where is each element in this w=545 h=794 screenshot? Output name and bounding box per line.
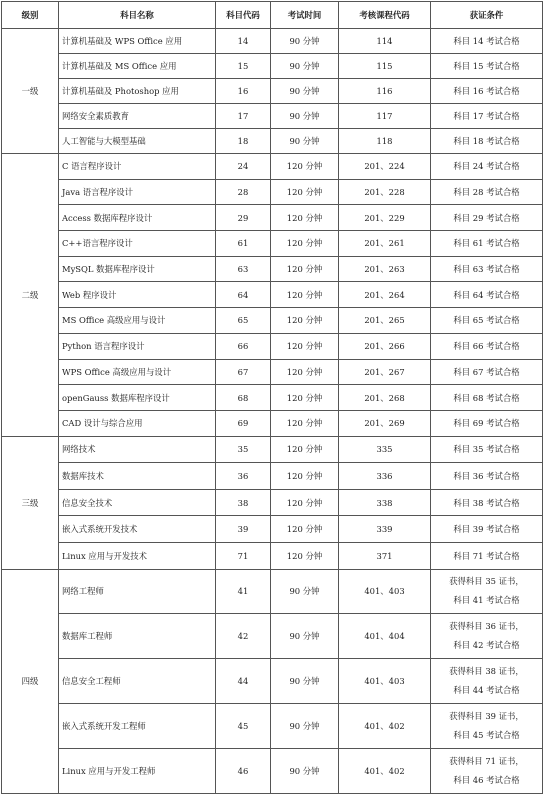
subject-code-cell: 64: [216, 282, 271, 308]
course-code-cell: 118: [339, 129, 431, 154]
header-exam-time: 考试时间: [271, 2, 339, 29]
certificate-condition-cell: [431, 154, 543, 180]
table-row: [2, 703, 543, 748]
subject-name-cell: MS Office 高级应用与设计: [59, 308, 216, 334]
course-code-cell: 201、268: [339, 385, 431, 411]
certificate-condition-cell: [431, 54, 543, 79]
subject-code-cell: 17: [216, 104, 271, 129]
subject-name-cell: 计算机基础及 WPS Office 应用: [59, 29, 216, 54]
exam-time-cell: 90 分钟: [271, 748, 339, 793]
subject-code-cell: 44: [216, 659, 271, 704]
exam-time-cell: 120 分钟: [271, 333, 339, 359]
exam-time-cell: 120 分钟: [271, 154, 339, 180]
header-subject-name: 科目名称: [59, 2, 216, 29]
certificate-condition-cell: [431, 436, 543, 463]
subject-code-cell: 69: [216, 410, 271, 436]
subject-code-cell: 38: [216, 489, 271, 516]
condition-line: 科目 65 考试合格: [453, 315, 520, 326]
course-code-cell: 117: [339, 104, 431, 129]
table-row: [2, 385, 543, 411]
subject-code-cell: 41: [216, 569, 271, 614]
exam-time-cell: 120 分钟: [271, 542, 339, 569]
level-cell: 一级: [2, 29, 59, 154]
subject-name-cell: 嵌入式系统开发技术: [59, 516, 216, 543]
condition-line: 科目 39 考试合格: [453, 524, 520, 535]
certificate-condition-cell: [431, 104, 543, 129]
condition-line: 科目 15 考试合格: [453, 61, 520, 71]
table-row: [2, 129, 543, 154]
subject-name-cell: Linux 应用与开发工程师: [59, 748, 216, 793]
condition-line: 科目 17 考试合格: [453, 111, 520, 121]
condition-line: 获得科目 38 证书，: [449, 666, 524, 677]
subject-name-cell: 数据库技术: [59, 463, 216, 490]
subject-name-cell: Python 语言程序设计: [59, 333, 216, 359]
certificate-condition-cell: [431, 516, 543, 543]
subject-name-cell: 嵌入式系统开发工程师: [59, 703, 216, 748]
course-code-cell: 201、263: [339, 256, 431, 282]
exam-time-cell: 120 分钟: [271, 359, 339, 385]
certificate-condition-cell: [431, 29, 543, 54]
subject-name-cell: MySQL 数据库程序设计: [59, 256, 216, 282]
table-body: [2, 29, 543, 794]
exam-time-cell: 120 分钟: [271, 282, 339, 308]
subject-code-cell: 46: [216, 748, 271, 793]
table-row: [2, 436, 543, 463]
course-code-cell: 335: [339, 436, 431, 463]
course-code-cell: 201、229: [339, 205, 431, 231]
subject-name-cell: C++语言程序设计: [59, 231, 216, 257]
table-row: [2, 359, 543, 385]
course-code-cell: 371: [339, 542, 431, 569]
subject-name-cell: 人工智能与大模型基础: [59, 129, 216, 154]
subject-name-cell: 数据库工程师: [59, 614, 216, 659]
condition-line: 科目 36 考试合格: [453, 470, 520, 481]
certificate-condition-cell: [431, 659, 543, 704]
subject-code-cell: 14: [216, 29, 271, 54]
table-row: [2, 205, 543, 231]
condition-line: 科目 28 考试合格: [453, 187, 520, 198]
condition-line: 科目 38 考试合格: [453, 497, 520, 508]
subject-code-cell: 28: [216, 179, 271, 205]
exam-time-cell: 90 分钟: [271, 703, 339, 748]
table-row: [2, 569, 543, 614]
condition-line: 科目 44 考试合格: [453, 685, 520, 696]
condition-line: 科目 64 考试合格: [453, 289, 520, 300]
exam-time-cell: 120 分钟: [271, 385, 339, 411]
table-row: [2, 659, 543, 704]
subject-code-cell: 36: [216, 463, 271, 490]
subject-name-cell: CAD 设计与综合应用: [59, 410, 216, 436]
subject-code-cell: 66: [216, 333, 271, 359]
exam-time-cell: 120 分钟: [271, 256, 339, 282]
subject-code-cell: 29: [216, 205, 271, 231]
course-code-cell: 401、403: [339, 569, 431, 614]
header-certificate-condition: 获证条件: [431, 2, 543, 29]
table-row: [2, 256, 543, 282]
condition-line: 获得科目 35 证书，: [449, 576, 524, 587]
subject-name-cell: 网络安全素质教育: [59, 104, 216, 129]
subject-code-cell: 65: [216, 308, 271, 334]
level-cell: 三级: [2, 436, 59, 569]
table-row: [2, 282, 543, 308]
certificate-condition-cell: [431, 614, 543, 659]
table-row: [2, 54, 543, 79]
subject-name-cell: 网络工程师: [59, 569, 216, 614]
certificate-condition-cell: [431, 703, 543, 748]
subject-name-cell: 网络技术: [59, 436, 216, 463]
table-row: [2, 748, 543, 793]
exam-time-cell: 120 分钟: [271, 436, 339, 463]
exam-time-cell: 90 分钟: [271, 54, 339, 79]
subject-code-cell: 63: [216, 256, 271, 282]
condition-line: 科目 66 考试合格: [453, 341, 520, 352]
exam-subjects-table: [1, 1, 543, 794]
table-row: [2, 614, 543, 659]
condition-line: 科目 35 考试合格: [453, 444, 520, 455]
exam-time-cell: 90 分钟: [271, 659, 339, 704]
table-row: [2, 542, 543, 569]
course-code-cell: 201、267: [339, 359, 431, 385]
table-row: [2, 154, 543, 180]
condition-line: 科目 45 考试合格: [453, 729, 520, 740]
table-row: [2, 463, 543, 490]
certificate-condition-cell: [431, 231, 543, 257]
table-row: [2, 104, 543, 129]
certificate-condition-cell: [431, 489, 543, 516]
certificate-condition-cell: [431, 385, 543, 411]
exam-time-cell: 120 分钟: [271, 463, 339, 490]
course-code-cell: 336: [339, 463, 431, 490]
subject-name-cell: openGauss 数据库程序设计: [59, 385, 216, 411]
course-code-cell: 201、228: [339, 179, 431, 205]
course-code-cell: 401、402: [339, 748, 431, 793]
subject-code-cell: 68: [216, 385, 271, 411]
exam-time-cell: 90 分钟: [271, 29, 339, 54]
condition-line: 科目 69 考试合格: [453, 418, 520, 429]
subject-name-cell: 计算机基础及 MS Office 应用: [59, 54, 216, 79]
certificate-condition-cell: [431, 256, 543, 282]
course-code-cell: 338: [339, 489, 431, 516]
subject-code-cell: 61: [216, 231, 271, 257]
exam-time-cell: 90 分钟: [271, 104, 339, 129]
exam-time-cell: 120 分钟: [271, 489, 339, 516]
condition-line: 获得科目 36 证书，: [449, 621, 524, 632]
exam-time-cell: 120 分钟: [271, 231, 339, 257]
table-row: [2, 308, 543, 334]
subject-code-cell: 67: [216, 359, 271, 385]
condition-line: 科目 42 考试合格: [453, 640, 520, 651]
condition-line: 科目 67 考试合格: [453, 366, 520, 377]
exam-time-cell: 90 分钟: [271, 614, 339, 659]
table-row: [2, 516, 543, 543]
exam-time-cell: 120 分钟: [271, 516, 339, 543]
level-cell: 二级: [2, 154, 59, 437]
certificate-condition-cell: [431, 748, 543, 793]
exam-time-cell: 90 分钟: [271, 569, 339, 614]
certificate-condition-cell: [431, 79, 543, 104]
course-code-cell: 201、224: [339, 154, 431, 180]
course-code-cell: 116: [339, 79, 431, 104]
certificate-condition-cell: [431, 333, 543, 359]
certificate-condition-cell: [431, 463, 543, 490]
subject-code-cell: 15: [216, 54, 271, 79]
certificate-condition-cell: [431, 410, 543, 436]
table-row: [2, 410, 543, 436]
condition-line: 获得科目 71 证书，: [449, 755, 524, 766]
subject-name-cell: 信息安全工程师: [59, 659, 216, 704]
certificate-condition-cell: [431, 129, 543, 154]
condition-line: 科目 18 考试合格: [453, 136, 520, 146]
condition-line: 科目 71 考试合格: [453, 550, 520, 561]
course-code-cell: 201、266: [339, 333, 431, 359]
certificate-condition-cell: [431, 542, 543, 569]
condition-line: 科目 41 考试合格: [453, 595, 520, 606]
table-row: [2, 489, 543, 516]
subject-name-cell: Linux 应用与开发技术: [59, 542, 216, 569]
certificate-condition-cell: [431, 205, 543, 231]
subject-code-cell: 71: [216, 542, 271, 569]
table-row: [2, 79, 543, 104]
condition-line: 科目 24 考试合格: [453, 161, 520, 172]
course-code-cell: 115: [339, 54, 431, 79]
exam-time-cell: 90 分钟: [271, 129, 339, 154]
subject-name-cell: Java 语言程序设计: [59, 179, 216, 205]
table-row: [2, 179, 543, 205]
subject-name-cell: C 语言程序设计: [59, 154, 216, 180]
course-code-cell: 339: [339, 516, 431, 543]
condition-line: 科目 16 考试合格: [453, 86, 520, 96]
subject-code-cell: 45: [216, 703, 271, 748]
course-code-cell: 401、404: [339, 614, 431, 659]
exam-time-cell: 120 分钟: [271, 179, 339, 205]
subject-code-cell: 16: [216, 79, 271, 104]
course-code-cell: 114: [339, 29, 431, 54]
subject-code-cell: 18: [216, 129, 271, 154]
condition-line: 科目 46 考试合格: [453, 774, 520, 785]
course-code-cell: 201、264: [339, 282, 431, 308]
subject-code-cell: 35: [216, 436, 271, 463]
table-row: [2, 333, 543, 359]
subject-code-cell: 39: [216, 516, 271, 543]
subject-name-cell: 信息安全技术: [59, 489, 216, 516]
table-row: [2, 231, 543, 257]
condition-line: 科目 63 考试合格: [453, 264, 520, 275]
course-code-cell: 401、403: [339, 659, 431, 704]
subject-code-cell: 42: [216, 614, 271, 659]
level-cell: 四级: [2, 569, 59, 793]
course-code-cell: 401、402: [339, 703, 431, 748]
condition-line: 科目 61 考试合格: [453, 238, 520, 249]
header-course-code: 考核课程代码: [339, 2, 431, 29]
certificate-condition-cell: [431, 359, 543, 385]
exam-time-cell: 120 分钟: [271, 205, 339, 231]
course-code-cell: 201、261: [339, 231, 431, 257]
condition-line: 科目 29 考试合格: [453, 212, 520, 223]
subject-code-cell: 24: [216, 154, 271, 180]
subject-name-cell: 计算机基础及 Photoshop 应用: [59, 79, 216, 104]
table-header-row: [2, 2, 543, 29]
exam-time-cell: 120 分钟: [271, 410, 339, 436]
condition-line: 科目 68 考试合格: [453, 392, 520, 403]
exam-time-cell: 90 分钟: [271, 79, 339, 104]
condition-line: 科目 14 考试合格: [453, 36, 520, 46]
certificate-condition-cell: [431, 569, 543, 614]
course-code-cell: 201、265: [339, 308, 431, 334]
certificate-condition-cell: [431, 282, 543, 308]
exam-time-cell: 120 分钟: [271, 308, 339, 334]
subject-name-cell: Access 数据库程序设计: [59, 205, 216, 231]
certificate-condition-cell: [431, 179, 543, 205]
subject-name-cell: Web 程序设计: [59, 282, 216, 308]
certificate-condition-cell: [431, 308, 543, 334]
table-row: [2, 29, 543, 54]
course-code-cell: 201、269: [339, 410, 431, 436]
header-subject-code: 科目代码: [216, 2, 271, 29]
header-level: 级别: [2, 2, 59, 29]
condition-line: 获得科目 39 证书，: [449, 710, 524, 721]
subject-name-cell: WPS Office 高级应用与设计: [59, 359, 216, 385]
